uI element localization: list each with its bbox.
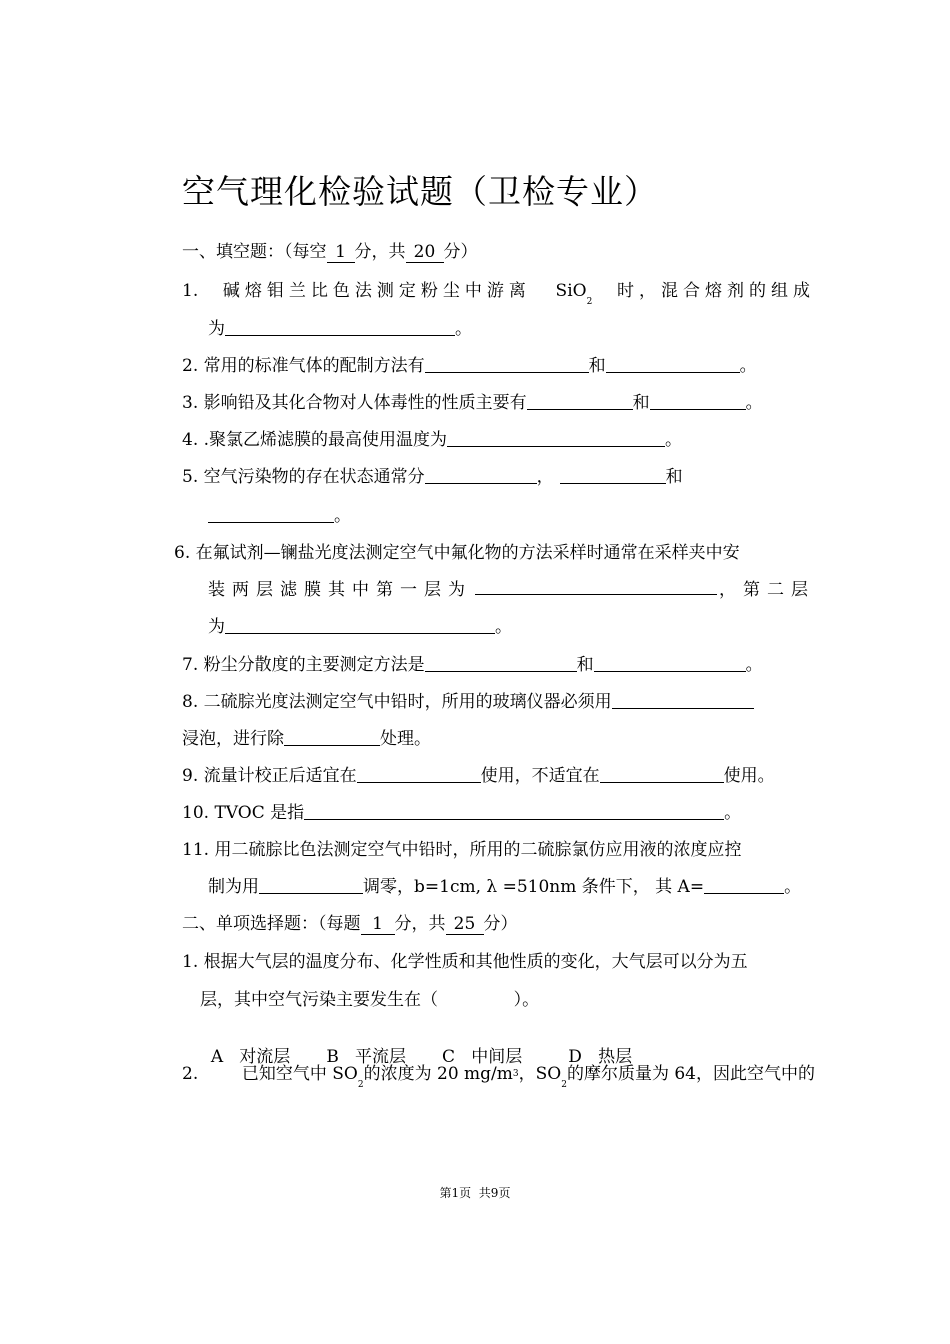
question-11-line-2 [208, 872, 801, 897]
question-1-line-2 [208, 314, 472, 339]
question-text: ， [536, 467, 554, 487]
question-4 [182, 425, 682, 450]
question-text: 层，其中空气污染主要发生在（ ）。 [200, 990, 540, 1010]
question-text: 和 [665, 467, 683, 487]
question-text: 。 [665, 430, 683, 450]
answer-blank[interactable] [284, 728, 380, 746]
question-11-line-1 [182, 835, 741, 860]
answer-blank[interactable] [425, 355, 589, 373]
option-d[interactable]: D 热层 [568, 1047, 633, 1067]
question-8-line-2 [182, 724, 431, 749]
answer-blank[interactable] [704, 876, 784, 894]
answer-blank[interactable] [475, 577, 717, 595]
question-text: 和 [632, 393, 650, 413]
question-text: 使用。 [723, 766, 775, 786]
question-text: 1. 根据大气层的温度分布、化学性质和其他性质的变化，大气层可以分为五 [182, 952, 748, 972]
answer-blank[interactable] [560, 466, 666, 484]
heading-text: 分，共 [354, 242, 406, 262]
question-text: 使用，不适宜在 [480, 766, 600, 786]
question-6-line-2 [208, 575, 815, 600]
option-b[interactable]: B 平流层 [326, 1047, 407, 1067]
score-per-blank: 1 [327, 242, 355, 263]
answer-blank[interactable] [527, 392, 633, 410]
question-3 [182, 388, 763, 413]
question-text-part: 的浓度为 20 mg/m [363, 1064, 513, 1084]
page-footer [0, 1184, 950, 1201]
question-text: 11. 用二硫腙比色法测定空气中铅时，所用的二硫腙氯仿应用液的浓度应控 [182, 840, 742, 860]
question-9 [182, 761, 775, 786]
page-title: 空气理化检验试题（卫检专业） [182, 172, 658, 211]
total-score: 25 [446, 914, 484, 935]
heading-text: 一、填空题：（每空 [182, 242, 327, 262]
question-text: 为 [208, 617, 225, 637]
answer-blank[interactable] [225, 318, 455, 336]
question-text: 6. 在氟试剂—镧盐光度法测定空气中氟化物的方法采样时通常在采样夹中安 [174, 543, 740, 563]
question-text: 7. 粉尘分散度的主要测定方法是 [182, 655, 425, 675]
question-text: 浸泡，进行除 [182, 729, 284, 749]
question-text: 4. .聚氯乙烯滤膜的最高使用温度为 [182, 430, 448, 450]
question-text: 9. 流量计校正后适宜在 [182, 766, 357, 786]
question-text-part: 已知空气中 SO [241, 1064, 358, 1084]
question-text [242, 1059, 815, 1090]
question-10 [182, 798, 741, 823]
answer-blank[interactable] [612, 691, 754, 709]
question-5-line-2 [208, 501, 351, 526]
question-text: 处理。 [380, 729, 431, 749]
question-number: 1. [182, 281, 199, 301]
question-text-part: 的摩尔质量为 64，因此空气中的 [566, 1064, 815, 1084]
question-7 [182, 650, 763, 675]
question-number: 2. [182, 1064, 199, 1084]
choice-question-1-line-1 [182, 947, 748, 972]
question-6-line-1 [174, 538, 740, 563]
option-a[interactable]: A 对流层 [210, 1047, 291, 1067]
question-text: 为 [208, 319, 225, 339]
question-text: 。 [739, 356, 757, 376]
section-heading-fill-in [182, 237, 478, 263]
answer-blank[interactable] [357, 765, 481, 783]
answer-blank[interactable] [600, 765, 724, 783]
question-text: 装两层滤膜其中第一层为 [208, 580, 472, 600]
answer-blank[interactable] [425, 466, 537, 484]
question-text: 。 [455, 319, 472, 339]
total-score: 20 [406, 242, 444, 263]
question-text: 和 [576, 655, 594, 675]
question-text: 和 [588, 356, 606, 376]
question-text: 。 [784, 877, 802, 897]
choice-question-1-line-2 [200, 985, 539, 1010]
answer-blank[interactable] [606, 355, 740, 373]
choice-question-2-line-1 [182, 1059, 815, 1090]
answer-blank[interactable] [447, 429, 665, 447]
heading-text: 二、单项选择题：（每题 [182, 914, 361, 934]
question-text: 。 [334, 506, 351, 526]
question-2 [182, 351, 757, 376]
chem-subscript: 2 [357, 1080, 364, 1090]
answer-blank[interactable] [425, 654, 577, 672]
answer-blank[interactable] [304, 802, 724, 820]
answer-blank[interactable] [594, 654, 746, 672]
answer-blank[interactable] [650, 392, 746, 410]
question-text-part: ，SO [518, 1064, 562, 1084]
page-number: 第1页 共9页 [439, 1186, 511, 1200]
question-text: 时，混合熔剂的组成 [616, 281, 815, 301]
heading-text: 分） [483, 914, 518, 934]
question-1-line-1 [182, 276, 815, 307]
score-per-question: 1 [361, 914, 395, 935]
question-text: ，第二层 [719, 580, 815, 600]
question-text: 调零，b=1cm, λ =510nm 条件下， 其 A= [363, 877, 705, 897]
question-8-line-1 [182, 687, 754, 712]
question-text: 2. 常用的标准气体的配制方法有 [182, 356, 425, 376]
question-text: 10. TVOC 是指 [182, 803, 305, 823]
heading-text: 分，共 [394, 914, 446, 934]
question-text: 3. 影响铅及其化合物对人体毒性的性质主要有 [182, 393, 527, 413]
chem-subscript: 2 [586, 297, 593, 307]
chem-text: SiO [555, 281, 587, 301]
chem-subscript: 2 [561, 1080, 567, 1090]
unit-superscript: 3 [512, 1069, 519, 1079]
section-heading-single-choice [182, 909, 518, 935]
question-5-line-1 [182, 462, 683, 487]
question-text: 5. 空气污染物的存在状态通常分 [182, 467, 425, 487]
question-text: 。 [495, 617, 512, 637]
question-text: 。 [745, 393, 763, 413]
option-c[interactable]: C 中间层 [442, 1047, 523, 1067]
answer-blank[interactable] [259, 876, 363, 894]
heading-text: 分） [443, 242, 478, 262]
answer-blank[interactable] [225, 616, 495, 634]
chem-formula [556, 281, 593, 307]
question-text: 碱熔钼兰比色法测定粉尘中游离 [222, 281, 531, 301]
question-text: 。 [724, 803, 742, 823]
answer-blank[interactable] [208, 505, 334, 523]
question-text: 8. 二硫腙光度法测定空气中铅时，所用的玻璃仪器必须用 [182, 692, 612, 712]
question-text: 制为用 [208, 877, 259, 897]
question-text: 。 [745, 655, 763, 675]
question-6-line-3 [208, 612, 512, 637]
